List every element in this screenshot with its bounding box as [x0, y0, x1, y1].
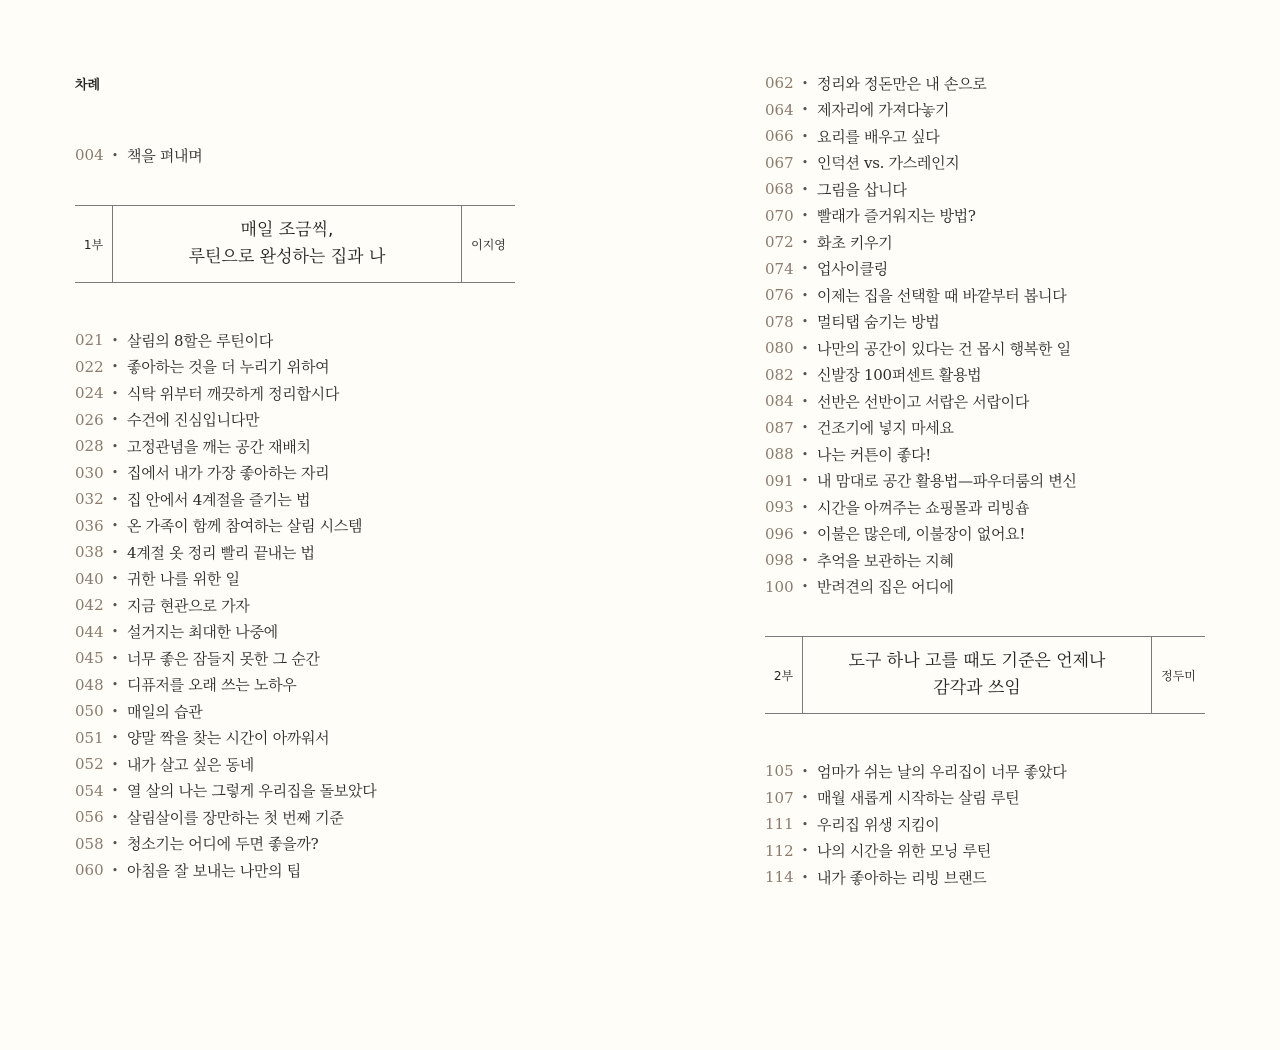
bullet-icon: •	[111, 757, 119, 771]
toc-entry[interactable]	[75, 408, 259, 432]
bullet-icon: •	[111, 731, 119, 744]
bullet-icon: •	[111, 413, 119, 426]
toc-entry[interactable]	[765, 283, 1066, 307]
bullet-icon: •	[801, 421, 809, 434]
page-number: 098	[765, 551, 794, 569]
toc-entry[interactable]	[765, 257, 888, 281]
toc-entry[interactable]	[765, 759, 1066, 783]
toc-entry[interactable]	[765, 151, 960, 175]
toc-entry[interactable]	[765, 177, 907, 201]
bullet-icon: •	[111, 863, 119, 877]
bullet-icon: •	[801, 235, 809, 249]
toc-entry[interactable]	[765, 522, 1025, 546]
bullet-icon: •	[801, 76, 809, 90]
bullet-icon: •	[801, 103, 809, 116]
toc-entry[interactable]	[75, 540, 315, 564]
page-number: 060	[75, 861, 104, 879]
part-title	[113, 206, 462, 282]
entry-title: 귀한 나를 위한 일	[127, 570, 240, 588]
entry-title: 우리집 위생 지킴이	[817, 815, 940, 834]
entry-title: 양말 짝을 찾는 시간이 아까워서	[127, 729, 330, 747]
bullet-icon: •	[111, 784, 119, 797]
page-number: 051	[75, 728, 104, 747]
part-author: 이지영	[471, 237, 506, 252]
bullet-icon: •	[111, 572, 119, 585]
entry-title: 수건에 진심입니다만	[127, 411, 260, 429]
bullet-icon: •	[111, 333, 119, 347]
bullet-icon: •	[801, 553, 809, 567]
entry-title: 살림의 8할은 루틴이다	[127, 331, 273, 350]
part-author: 정두미	[1161, 668, 1196, 683]
page-number: 054	[75, 781, 104, 800]
toc-entry[interactable]	[765, 336, 1071, 360]
bullet-icon: •	[801, 394, 809, 408]
bullet-icon: •	[801, 288, 809, 302]
entry-title: 엄마가 쉬는 날의 우리집이 너무 좋았다	[817, 762, 1067, 781]
entry-title: 디퓨저를 오래 쓰는 노하우	[127, 676, 297, 694]
part-number: 1부	[75, 206, 113, 282]
toc-entry[interactable]	[765, 124, 939, 148]
toc-entry[interactable]	[75, 567, 240, 591]
entry-title: 그림을 삽니다	[817, 180, 907, 199]
entry-title: 내가 살고 싶은 동네	[127, 755, 254, 774]
bullet-icon: •	[111, 439, 119, 453]
page-number: 032	[75, 490, 104, 508]
entry-title: 4계절 옷 정리 빨리 끝내는 법	[127, 543, 315, 562]
bullet-icon: •	[111, 386, 119, 400]
toc-entry[interactable]	[765, 839, 991, 863]
page-number: 066	[765, 127, 794, 145]
bullet-icon: •	[801, 315, 809, 328]
page-number: 072	[765, 233, 794, 251]
toc-entry[interactable]	[75, 752, 254, 776]
bullet-icon: •	[801, 474, 809, 487]
toc-entry[interactable]	[765, 98, 949, 122]
entry-title: 업사이클링	[817, 260, 888, 278]
entry-title: 나는 커튼이 좋다!	[817, 445, 931, 464]
toc-entry[interactable]	[765, 786, 1019, 810]
toc-entry[interactable]	[75, 620, 278, 644]
page-number: 042	[75, 596, 104, 614]
page-number: 044	[75, 622, 104, 641]
entry-title: 시간을 아껴주는 쇼핑몰과 리빙숍	[817, 498, 1030, 517]
entry-title: 너무 좋은 잠들지 못한 그 순간	[127, 649, 320, 668]
entry-title: 반려견의 집은 어디에	[817, 578, 954, 596]
bullet-icon: •	[111, 360, 119, 373]
page-number: 024	[75, 384, 104, 402]
page-number: 052	[75, 755, 104, 773]
part-1-header	[75, 205, 515, 283]
entry-title: 나만의 공간이 있다는 건 몹시 행복한 일	[817, 339, 1071, 358]
bullet-icon: •	[111, 704, 119, 718]
toc-entry[interactable]	[75, 726, 329, 750]
bullet-icon: •	[801, 447, 809, 461]
entry-title: 식탁 위부터 깨끗하게 정리합시다	[127, 384, 340, 403]
entry-title: 매일의 습관	[127, 702, 203, 721]
toc-entry[interactable]	[75, 381, 339, 405]
page-number: 038	[75, 543, 104, 561]
entry-title: 좋아하는 것을 더 누리기 위하여	[127, 358, 330, 376]
entry-title: 집 안에서 4계절을 즐기는 법	[127, 490, 311, 509]
entry-title: 내가 좋아하는 리빙 브랜드	[817, 868, 987, 887]
toc-entry[interactable]	[75, 832, 318, 856]
page-number: 036	[75, 516, 104, 535]
entry-title: 청소기는 어디에 두면 좋을까?	[127, 835, 319, 853]
toc-entry[interactable]	[765, 204, 976, 228]
entry-title: 선반은 선반이고 서랍은 서랍이다	[817, 392, 1030, 411]
entry-title: 신발장 100퍼센트 활용법	[817, 366, 982, 384]
bullet-icon: •	[111, 466, 119, 479]
page-number: 058	[75, 834, 104, 853]
page-number: 112	[765, 841, 794, 860]
entry-title: 열 살의 나는 그렇게 우리집을 돌보았다	[127, 782, 377, 800]
page-number: 082	[765, 365, 794, 384]
page-number: 040	[75, 569, 104, 588]
page-number: 048	[75, 675, 104, 694]
toc-entry[interactable]	[765, 389, 1029, 413]
toc-entry[interactable]	[765, 548, 954, 572]
page-number: 021	[75, 331, 104, 349]
part-title-line-2: 루틴으로 완성하는 집과 나	[188, 247, 386, 267]
entry-title: 요리를 배우고 싶다	[817, 127, 940, 146]
part-title	[803, 637, 1152, 713]
entry-title: 고정관념을 깨는 공간 재배치	[127, 437, 311, 456]
toc-entry[interactable]	[75, 355, 329, 379]
page-number: 111	[765, 815, 794, 833]
bullet-icon: •	[801, 156, 809, 169]
bullet-icon: •	[801, 341, 809, 355]
toc-entry[interactable]	[75, 805, 344, 829]
bullet-icon: •	[111, 492, 119, 506]
page-number: 056	[75, 808, 104, 826]
entry-title: 추억을 보관하는 지혜	[817, 551, 954, 570]
page-number: 096	[765, 524, 794, 543]
entry-title: 설거지는 최대한 나중에	[127, 623, 278, 641]
entry-title: 온 가족이 함께 참여하는 살림 시스템	[127, 517, 363, 535]
page-number: 105	[765, 762, 794, 780]
page-number: 067	[765, 153, 794, 172]
page-number: 004	[75, 146, 104, 164]
toc-entry[interactable]	[765, 575, 954, 599]
toc-entry[interactable]	[75, 593, 249, 617]
bullet-icon: •	[801, 182, 809, 196]
toc-entry[interactable]	[765, 812, 939, 836]
page-number: 050	[75, 702, 104, 720]
toc-entry[interactable]	[765, 230, 892, 254]
bullet-icon: •	[801, 844, 809, 857]
toc-entry[interactable]	[765, 416, 954, 440]
page-number: 078	[765, 312, 794, 331]
part-title-line-2: 감각과 쓰임	[933, 678, 1021, 698]
bullet-icon: •	[801, 209, 809, 222]
entry-title: 책을 펴내며	[127, 146, 203, 165]
entry-title: 건조기에 넣지 마세요	[817, 419, 954, 437]
bullet-icon: •	[801, 129, 809, 143]
toc-entry[interactable]	[75, 646, 320, 670]
bullet-icon: •	[111, 148, 119, 162]
page-number: 062	[765, 74, 794, 92]
bullet-icon: •	[111, 519, 119, 532]
page-number: 064	[765, 100, 794, 119]
entry-title: 내 맘대로 공간 활용법—파우더룸의 변신	[817, 472, 1077, 490]
entry-title: 살림살이를 장만하는 첫 번째 기준	[127, 808, 344, 827]
bullet-icon: •	[801, 580, 809, 593]
entry-title: 이제는 집을 선택할 때 바깥부터 봅니다	[817, 286, 1067, 305]
toc-entry[interactable]	[765, 442, 931, 466]
bullet-icon: •	[801, 817, 809, 831]
page-number: 045	[75, 649, 104, 667]
bullet-icon: •	[111, 545, 119, 559]
entry-title: 나의 시간을 위한 모닝 루틴	[817, 842, 991, 860]
entry-title: 이불은 많은데, 이불장이 없어요!	[817, 525, 1026, 543]
toc-entry[interactable]	[765, 495, 1029, 519]
page-number: 093	[765, 498, 794, 516]
toc-entry[interactable]	[765, 865, 987, 889]
toc-entry[interactable]	[765, 310, 939, 334]
entry-title: 아침을 잘 보내는 나만의 팁	[127, 861, 301, 880]
bullet-icon: •	[111, 598, 119, 612]
entry-title: 매월 새롭게 시작하는 살림 루틴	[817, 789, 1020, 807]
page-number: 030	[75, 463, 104, 482]
page-number: 114	[765, 868, 794, 886]
bullet-icon: •	[111, 810, 119, 824]
part-number: 2부	[765, 637, 803, 713]
page-number: 022	[75, 357, 104, 376]
toc-entry[interactable]	[75, 487, 310, 511]
page-number: 088	[765, 445, 794, 463]
toc-entry[interactable]	[75, 514, 362, 538]
page-label: 차례	[75, 78, 101, 93]
bullet-icon: •	[801, 368, 809, 381]
bullet-icon: •	[801, 870, 809, 884]
bullet-icon: •	[111, 678, 119, 691]
toc-entry[interactable]	[765, 469, 1077, 493]
part-2-header	[765, 636, 1205, 714]
page-number: 028	[75, 437, 104, 455]
page-number: 084	[765, 392, 794, 410]
entry-title: 인덕션 vs. 가스레인지	[817, 154, 960, 172]
page-number: 074	[765, 259, 794, 278]
part-title-line-1: 도구 하나 고를 때도 기준은 언제나	[848, 651, 1106, 671]
bullet-icon: •	[111, 625, 119, 638]
entry-title: 제자리에 가져다놓기	[817, 101, 950, 119]
toc-entry[interactable]	[75, 858, 301, 882]
bullet-icon: •	[801, 764, 809, 778]
page-number: 107	[765, 788, 794, 807]
entry-title: 정리와 정돈만은 내 손으로	[817, 74, 987, 93]
page-number: 070	[765, 206, 794, 225]
toc-entry[interactable]	[75, 328, 273, 352]
page-number: 100	[765, 577, 794, 596]
page-number: 087	[765, 418, 794, 437]
bullet-icon: •	[111, 837, 119, 850]
entry-title: 화초 키우기	[817, 233, 893, 252]
page-number: 080	[765, 339, 794, 357]
entry-title: 멀티탭 숨기는 방법	[817, 313, 940, 331]
bullet-icon: •	[801, 500, 809, 514]
bullet-icon: •	[111, 651, 119, 665]
toc-entry[interactable]	[75, 673, 297, 697]
bullet-icon: •	[801, 791, 809, 804]
page-number: 076	[765, 286, 794, 304]
bullet-icon: •	[801, 527, 809, 540]
page-number: 026	[75, 410, 104, 429]
entry-title: 지금 현관으로 가자	[127, 596, 250, 615]
entry-title: 빨래가 즐거워지는 방법?	[817, 207, 976, 225]
bullet-icon: •	[801, 262, 809, 275]
toc-entry-intro[interactable]	[75, 143, 202, 167]
toc-entry[interactable]	[765, 71, 987, 95]
part-title-line-1: 매일 조금씩,	[240, 220, 334, 240]
entry-title: 집에서 내가 가장 좋아하는 자리	[127, 464, 330, 482]
toc-entry[interactable]	[75, 461, 329, 485]
toc-entry[interactable]	[75, 699, 202, 723]
page-number: 068	[765, 180, 794, 198]
page-number: 091	[765, 471, 794, 490]
toc-entry[interactable]	[765, 363, 981, 387]
toc-entry[interactable]	[75, 779, 376, 803]
toc-entry[interactable]	[75, 434, 311, 458]
